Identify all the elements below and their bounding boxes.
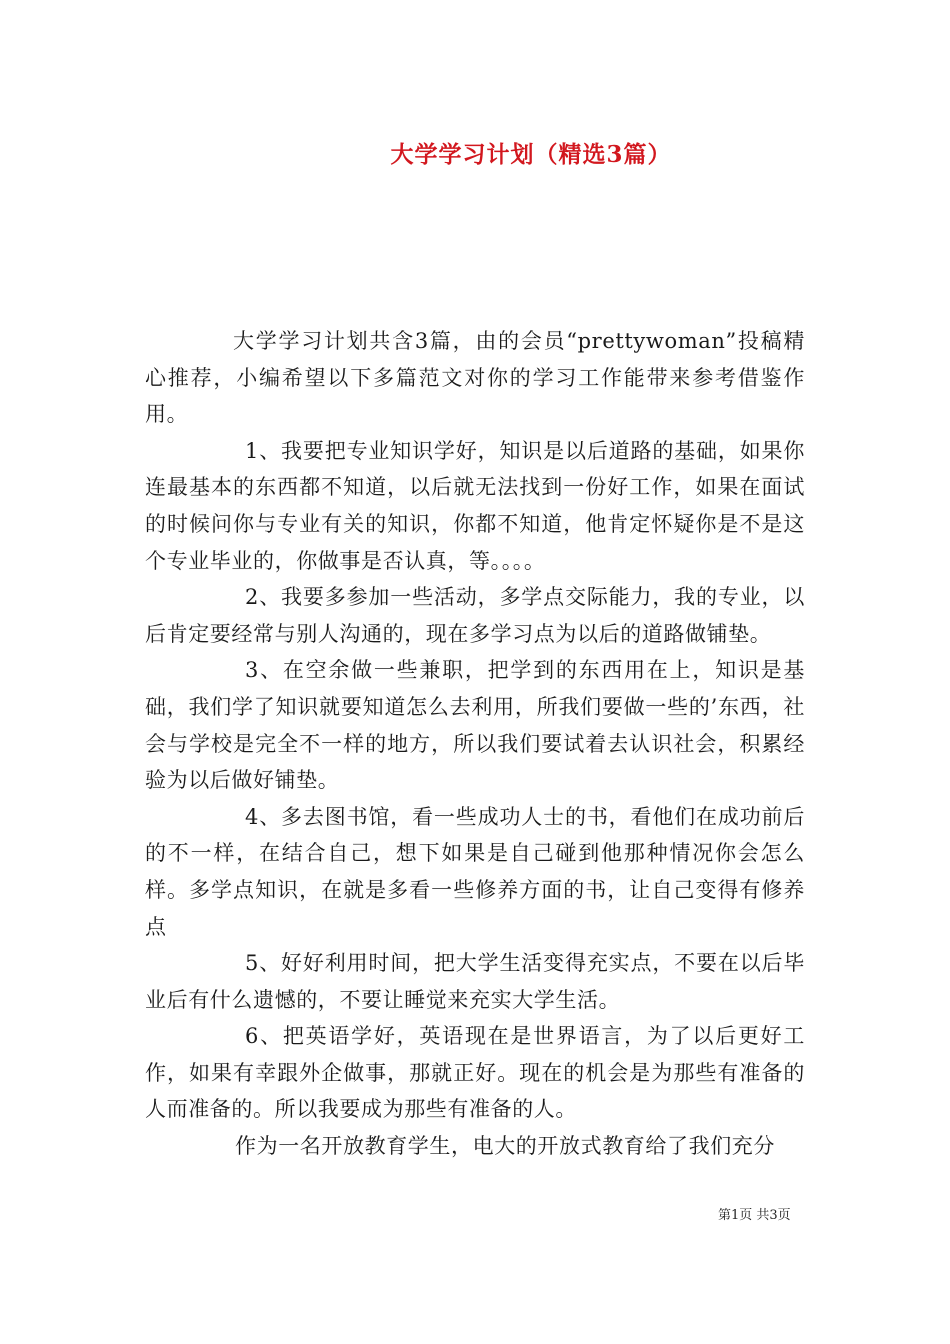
document-title: 大学学习计划（精选3篇）: [390, 141, 672, 168]
page-number: 第1页 共3页: [718, 1208, 791, 1223]
plan-item-2: 2、我要多参加一些活动，多学点交际能力，我的专业，以后肯定要经常与别人沟通的，现在多学习点为以后的道路做铺垫。: [145, 585, 805, 646]
plan-item-3: 3、在空余做一些兼职，把学到的东西用在上，知识是基础，我们学了知识就要知道怎么去利用，所我们要做一些的’东西，社会与学校是完全不一样的地方，所以我们要试着去认识社会，积累经验为以后做好铺垫。: [145, 658, 805, 793]
intro-paragraph: 大学学习计划共含3篇，由的会员“prettywoman”投稿精心推荐，小编希望以下多篇范文对你的学习工作能带来参考借鉴作用。: [145, 329, 805, 427]
plan-item-5: 5、好好利用时间，把大学生活变得充实点，不要在以后毕业后有什么遗憾的，不要让睡觉来充实大学生活。: [145, 951, 805, 1012]
document-body: [145, 323, 805, 1165]
plan-item-4: 4、多去图书馆，看一些成功人士的书，看他们在成功前后的不一样，在结合自己，想下如果是自己碰到他那种情况你会怎么样。多学点知识，在就是多看一些修养方面的书，让自己变得有修养点: [145, 804, 805, 939]
plan-item-1: 1、我要把专业知识学好，知识是以后道路的基础，如果你连最基本的东西都不知道，以后就无法找到一份好工作，如果在面试的时候问你与专业有关的知识，你都不知道，他肯定怀疑你是不是这个专业毕业的，你做事是否认真，等。。。。: [145, 438, 805, 573]
plan-item-6: 6、把英语学好，英语现在是世界语言，为了以后更好工作，如果有幸跟外企做事，那就正好。现在的机会是为那些有准备的人而准备的。所以我要成为那些有准备的人。: [145, 1024, 805, 1122]
closing-paragraph: 作为一名开放教育学生，电大的开放式教育给了我们充分: [235, 1134, 775, 1159]
